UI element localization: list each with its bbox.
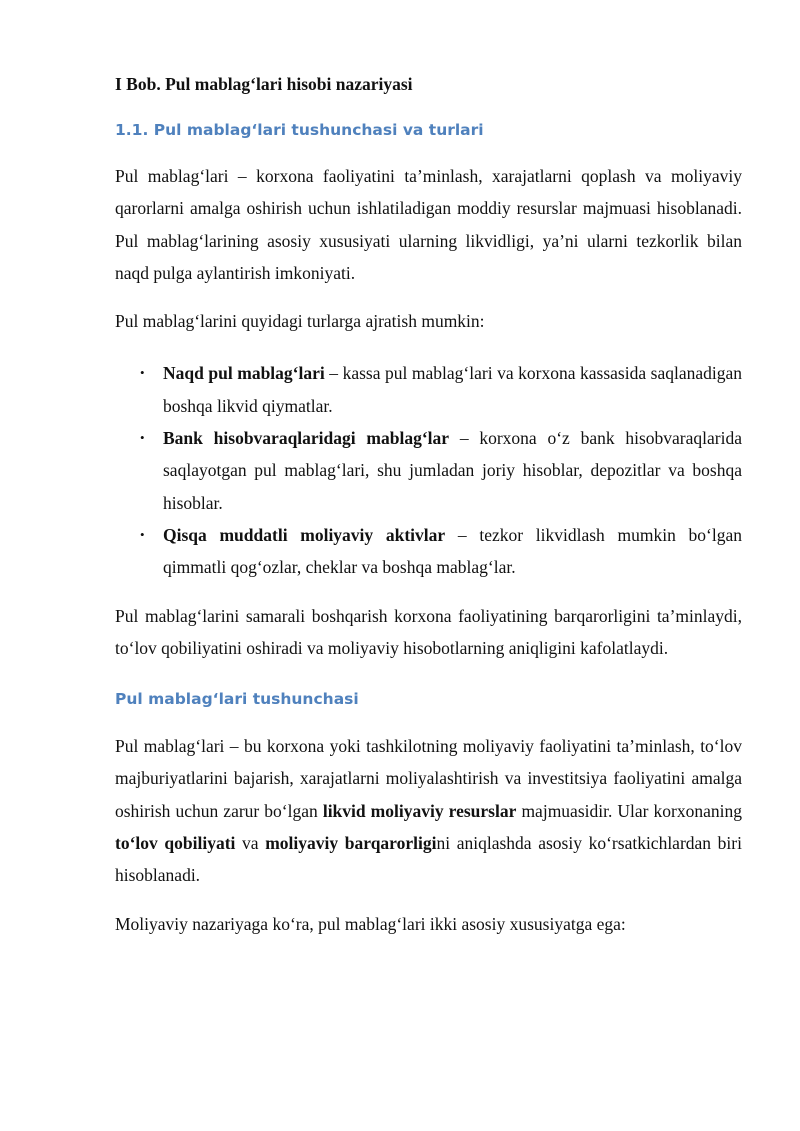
bullet-icon: • [140,365,145,381]
list-item-term: Qisqa muddatli moliyaviy aktivlar [163,524,446,545]
definition-text-3: va [235,833,266,854]
definition-text-4: ni aniqlashda asosiy ko‘rsatkichlardan biri hisoblanadi. [115,833,742,886]
list-item-term: Bank hisobvaraqlaridagi mablag‘lar [163,428,450,449]
list-item-text: – tezkor likvidlash mumkin bo‘lgan qimmatli qog‘ozlar, cheklar va boshqa mablag‘lar. [163,524,743,578]
list-item [115,422,742,519]
section-heading-1-1: 1.1. Pul mablag‘lari tushunchasi va turlari [115,121,484,139]
list-item-text: – kassa pul mablag‘lari va korxona kassasida saqlanadigan boshqa likvid qiymatlar. [163,363,742,416]
paragraph-management: Pul mablag‘larini samarali boshqarish korxona faoliyatining barqarorligini ta’minlaydi, to‘lov qobiliyatini oshiradi va moliyaviy hisobotlarning aniqligini kafolatlaydi. [115,605,742,658]
definition-bold-3: moliyaviy barqarorligi [265,833,437,854]
section-heading-concept: Pul mablag‘lari tushunchasi [115,690,359,709]
chapter-title: I Bob. Pul mablag‘lari hisobi nazariyasi [115,74,413,94]
definition-text-1: Pul mablag‘lari – bu korxona yoki tashkilotning moliyaviy faoliyatini ta’minlash, to‘lov majburiyatlarini bajarish, xarajatlarni moliyalashtirish va investitsiya faoliyatini amalga oshirish uchun zarur bo‘lgan [115,736,742,821]
definition-text-2: majmuasidir. Ular korxonaning [516,800,743,821]
list-item [115,519,742,584]
paragraph-theory: Moliyaviy nazariyaga ko‘ra, pul mablag‘lari ikki asosiy xususiyatga ega: [115,913,626,934]
list-item [115,357,742,422]
list-item-text: – korxona o‘z bank hisobvaraqlarida saqlayotgan pul mablag‘lari, shu jumladan joriy hisoblar, depozitlar va boshqa hisoblar. [163,428,742,513]
bullet-icon: • [140,430,145,446]
bullet-icon: • [140,526,145,542]
paragraph-definition [115,730,742,891]
paragraph-intro: Pul mablag‘lari – korxona faoliyatini ta’minlash, xarajatlarni qoplash va moliyaviy qarorlarni amalga oshirish uchun ishlatiladigan moddiy resurslar majmuasi hisoblanadi. Pul mablag‘larining asosiy xususiyati ularning likvidligi, ya’ni ularni tezkorlik bilan naqd pulga aylantirish imkoniyati. [115,166,742,283]
list-item-term: Naqd pul mablag‘lari [163,363,325,384]
definition-bold-2: to‘lov qobiliyati [115,833,236,854]
money-types-list [115,357,742,583]
paragraph-types-intro: Pul mablag‘larini quyidagi turlarga ajratish mumkin: [115,311,485,332]
definition-bold-1: likvid moliyaviy resurslar [322,800,517,821]
